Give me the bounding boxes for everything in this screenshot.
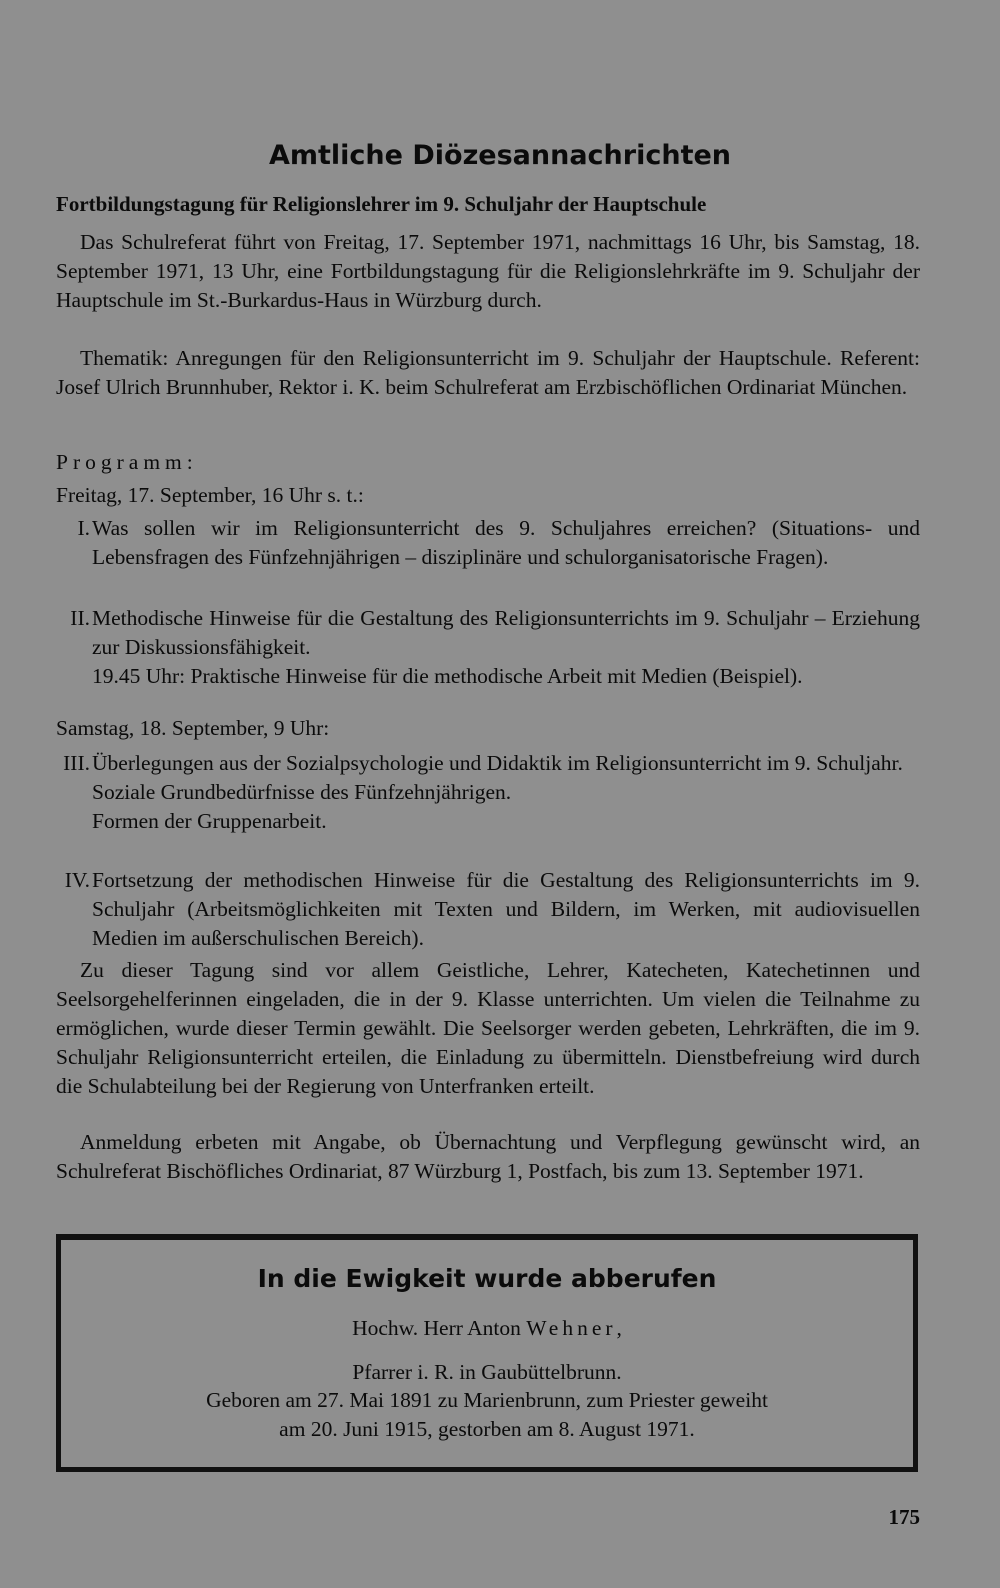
article-title: Fortbildungstagung für Religionslehrer im 9. Schuljahr der Hauptschule (56, 192, 707, 216)
thematik-paragraph: Thematik: Anregungen für den Religionsunterricht im 9. Schuljahr der Hauptschule. Referent: Josef Ulrich Brunnhuber, Rektor i. K. beim Schulreferat am Erzbischöflichen Ordinariat München. (56, 346, 920, 399)
item-text: Methodische Hinweise für die Gestaltung des Religionsunterrichts im 9. Schuljahr – Erziehung zur Diskussionsfähigkeit. (92, 606, 920, 659)
program-item (56, 749, 920, 836)
day2-heading: Samstag, 18. September, 9 Uhr: (56, 716, 330, 740)
deceased-name: Wehner (526, 1316, 617, 1340)
intro-paragraph: Das Schulreferat führt von Freitag, 17. September 1971, nachmittags 16 Uhr, bis Samstag, 18. September 1971, 13 Uhr, eine Fortbildungstagung für die Religionslehrkräfte im 9. Schuljahr der Hauptschule im St.-Burkardus-Haus in Würzburg durch. (56, 230, 920, 312)
item-text: Fortsetzung der methodischen Hinweise für die Gestaltung des Religionsunterrichts im 9. Schuljahr (Arbeitsmöglichkeiten mit Texten und Bildern, im Werken, mit audiovisuellen Medien im außerschulischen Bereich). (92, 868, 920, 950)
registration-paragraph: Anmeldung erbeten mit Angabe, ob Übernachtung und Verpflegung gewünscht wird, an Schulreferat Bischöfliches Ordinariat, 87 Würzburg 1, Postfach, bis zum 13. September 1971. (56, 1130, 920, 1183)
obituary-role: Pfarrer i. R. in Gaubüttelbrunn. (352, 1360, 622, 1384)
name-suffix: , (616, 1316, 622, 1340)
obituary-box (56, 1234, 918, 1472)
item-text: Was sollen wir im Religionsunterricht des 9. Schuljahres erreichen? (Situations- und Lebensfragen des Fünfzehnjährigen – disziplinäre und schulorganisatorische Fragen). (92, 516, 920, 569)
item-number: II. (70, 606, 90, 630)
item-text: Formen der Gruppenarbeit. (92, 809, 327, 833)
obituary-name-line (61, 1316, 913, 1341)
item-number: IV. (64, 868, 90, 892)
item-text: Überlegungen aus der Sozialpsychologie und Didaktik im Religionsunterricht im 9. Schuljahr. (92, 751, 903, 775)
program-item (56, 866, 920, 953)
obituary-title: In die Ewigkeit wurde abberufen (257, 1264, 717, 1293)
item-number: III. (63, 751, 90, 775)
page-number: 175 (888, 1505, 920, 1529)
program-item (56, 604, 920, 691)
item-number: I. (77, 516, 90, 540)
obituary-dates-1: Geboren am 27. Mai 1891 zu Marienbrunn, zum Priester geweiht (206, 1388, 768, 1412)
program-item (56, 514, 920, 572)
day1-heading: Freitag, 17. September, 16 Uhr s. t.: (56, 483, 364, 507)
section-heading: Amtliche Diözesannachrichten (268, 140, 732, 171)
obituary-dates-2: am 20. Juni 1915, gestorben am 8. August 1971. (279, 1417, 695, 1441)
programm-label: Programm: (56, 450, 198, 474)
item-text: Soziale Grundbedürfnisse des Fünfzehnjährigen. (92, 780, 512, 804)
name-prefix: Hochw. Herr Anton (352, 1316, 527, 1340)
invitation-paragraph: Zu dieser Tagung sind vor allem Geistliche, Lehrer, Katecheten, Katechetinnen und Seelsorgehelferinnen eingeladen, die in der 9. Klasse unterrichten. Um vielen die Teilnahme zu ermöglichen, wurde dieser Termin gewählt. Die Seelsorger werden gebeten, Lehrkräften, die im 9. Schuljahr Religionsunterricht erteilen, die Einladung zu übermitteln. Dienstbefreiung wird durch die Schulabteilung bei der Regierung von Unterfranken erteilt. (56, 958, 920, 1098)
item-text: 19.45 Uhr: Praktische Hinweise für die methodische Arbeit mit Medien (Beispiel). (92, 664, 803, 688)
